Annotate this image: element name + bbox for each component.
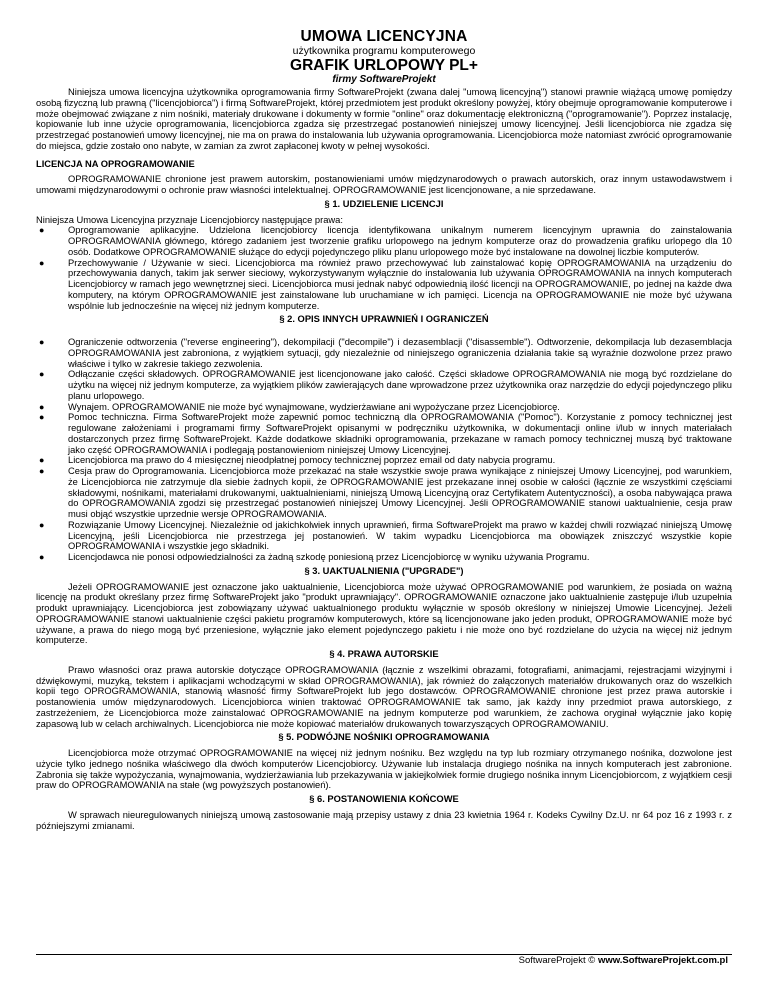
section-1-heading: § 1. UDZIELENIE LICENCJI [324, 198, 444, 209]
footer-url[interactable]: www.SoftwareProjekt.com.pl [597, 955, 728, 966]
license-paragraph: OPROGRAMOWANIE chronione jest prawem autorskim, postanowieniami umów międzynarodowych o prawach autorskich, oraz innym ustawodawstwem i umowami międzynarodowymi o ochronie praw własności intelektualnej. OPROGRAMOWANIE jest licencjonowane, a nie sprzedawane. [36, 174, 732, 195]
document-title: UMOWA LICENCYJNA [300, 28, 468, 45]
list-item [36, 225, 732, 257]
section-1-list [36, 225, 732, 311]
list-item [36, 552, 732, 563]
list-item [36, 337, 732, 369]
bullet-icon: ● [39, 552, 45, 562]
list-item-text: Ograniczenie odtworzenia ("reverse engineering"), dekompilacji ("decompile") i dezasemblacji ("disassemble"). Odtworzenie, dekompilacja lub dezasemblacja OPROGRAMOWANIA jest zabroniona, z wyjątkiem sytuacji, gdy niezależnie od niniejszego ograniczenia działania takie są wyraźnie dozwolone przez prawo właściwe i tylko w zakresie takiego zezwolenia. [68, 337, 732, 369]
bullet-icon: ● [39, 369, 45, 380]
section-3-heading: § 3. UAKTUALNIENIA ("UPGRADE") [304, 565, 464, 576]
list-item-text: Przechowywanie / Używanie w sieci. Licencjobiorca ma również prawo przechowywać lub zainstalować kopię OPROGRAMOWANIA na urządzeniu do przechowywania danych, takim jak serwer sieciowy, wykorzystywanym wyłącznie do instalowania lub używania OPROGRAMOWANIA na innych komputerach Licencjobiorcy w ramach jego wewnętrznej sieci. Licencjobiorca musi jednak nabyć odpowiednią ilość licencji na OPROGRAMOWANIE, po jednej na każde dwa komputery, na którym OPROGRAMOWANIE jest zainstalowane lub uruchamiane w ich pamięci. Licencja na OPROGRAMOWANIE nie może być używana wspólnie lub jednocześnie na więcej niż jednym komputerze. [68, 257, 732, 311]
license-heading: LICENCJA NA OPROGRAMOWANIE [36, 158, 195, 169]
section-2-list [36, 337, 732, 563]
bullet-icon: ● [39, 412, 45, 423]
bullet-icon: ● [39, 519, 45, 530]
list-item-text: Cesja praw do Oprogramowania. Licencjobiorca może przekazać na stałe wszystkie swoje prawa wynikające z niniejszej Umowy Licencyjnej, pod warunkiem, że Licencjobiorca nie zatrzymuje dla siebie żadnych kopii, że OPROGRAMOWANIE jest przekazane innej osobie w całości (łącznie ze wszystkimi częściami składowymi, nośnikami, materiałami drukowanymi, uaktualnieniami, niniejszą Umową Licencyjną oraz Certyfikatem Autentyczności), a osoba nabywająca prawa do OPROGRAMOWANIA zgodzi się przestrzegać postanowień niniejszej Umowy Licencyjnej. Jeśli OPROGRAMOWANIE stanowi uaktualnienie, cesja praw musi objąć wszystkie uprzednie wersje OPROGRAMOWANIA. [68, 466, 732, 519]
section-4-paragraph: Prawo własności oraz prawa autorskie dotyczące OPROGRAMOWANIA (łącznie z wszelkimi obrazami, fotografiami, animacjami, rejestracjami wizyjnymi i dźwiękowymi, muzyką, tekstem i aplikacjami wchodzącymi w skład OPROGRAMOWANIA), jak również do załączonych materiałów drukowanych oraz do wszelkich kopii tego OPROGRAMOWANIA, stanowią własność firmy SoftwareProjekt lub jego dostawców. OPROGRAMOWANIE chronione jest przez prawa autorskie i postanowienia umów międzynarodowych. Licencjobiorca winien traktować OPROGRAMOWANIE tak samo, jak każdy inny przedmiot prawa autorskiego, z zastrzeżeniem, że Licencjobiorca może zainstalować OPROGRAMOWANIE na jednym komputerze pod warunkiem, że zachowa oryginał wyłącznie jako kopię zapasową lub w celach archiwalnych. Licencjobiorca nie może kopiować materiałów drukowanych towarzyszących OPROGRAMOWANIU. [36, 664, 732, 729]
bullet-icon: ● [39, 337, 45, 347]
list-item [36, 455, 732, 466]
footer-copyright: SoftwareProjekt © [518, 955, 596, 966]
section-6-heading: § 6. POSTANOWIENIA KOŃCOWE [309, 794, 459, 804]
bullet-icon: ● [39, 466, 45, 476]
section-4-heading: § 4. PRAWA AUTORSKIE [329, 649, 439, 659]
document-subtitle: użytkownika programu komputerowego [292, 45, 476, 57]
product-name: GRAFIK URLOPOWY PL+ [290, 57, 478, 74]
footer [519, 956, 728, 967]
list-item-text: Pomoc techniczna. Firma SoftwareProjekt może zapewnić pomoc techniczną dla OPROGRAMOWANIA ("Pomoc"). Korzystanie z pomocy technicznej jest regulowane założeniami i programami firmy SoftwareProjekt opisanymi w podręczniku użytkownika, w dokumentacji online i/lub w innych materiałach dostarczonych przez firmę SoftwareProjekt. Każde dodatkowe składniki oprogramowania, przekazane w ramach pomocy technicznej muszą być traktowane jako część OPROGRAMOWANIA i podlegają postanowieniom niniejszej Umowy Licencyjnej. [68, 412, 732, 455]
bullet-icon: ● [39, 257, 45, 268]
intro-paragraph: Niniejsza umowa licencyjna użytkownika oprogramowania firmy SoftwareProjekt (zwana dalej "umową licencyjną") stanowi prawnie wiążącą umowę pomiędzy osobą fizyczną lub prawną ("licencjobiorca") i firmą SoftwareProjekt, której przedmiotem jest produkt określony powyżej, który obejmuje oprogramowanie komputerowe i może obejmować związane z nim nośniki, materiały drukowane i dokumenty w formie "online" oraz dokumentację elektroniczną ("oprogramowanie"). Poprzez instalację, kopiowanie lub inne użycie oprogramowania, licencjobiorca zgadza się przestrzegać postanowień niniejszej umowy licencyjnej. Jeśli licencjobiorca nie zgadza się przestrzegać postanowień umowy licencyjnej, nie ma on prawa do instalowania lub używania oprogramowania. Licencjobiorca może natomiast zwrócić oprogramowanie do miejsca, gdzie zostało ono nabyte, w zamian za zwrot zapłaconej kwoty w pełnej wysokości. [36, 87, 732, 151]
section-5-paragraph: Licencjobiorca może otrzymać OPROGRAMOWANIE na więcej niż jednym nośniku. Bez względu na typ lub rozmiary otrzymanego nośnika, dozwolone jest użycie tylko jednego nośnika właściwego dla dwóch komputerów Licencjobiorcy. Używanie lub instalacja drugiego nośnika na innych komputerach jest zabronione. Zabronia się także wypożyczania, wynajmowania, wydzierżawiania lub przekazywania w jakiejkolwiek formie drugiego nośnika innym Licencjobiorcom, z wyjątkiem cesji praw do OPROGRAMOWANIA na stałe (wg powyższych postanowień). [36, 748, 732, 791]
list-item [36, 369, 732, 401]
bullet-icon: ● [39, 455, 45, 466]
section-6-paragraph: W sprawach nieuregulowanych niniejszą umową zastosowanie mają przepisy ustawy z dnia 23 kwietnia 1964 r. Kodeks Cywilny Dz.U. nr 64 poz 16 z 1993 r. z późniejszymi zmianami. [36, 809, 732, 831]
list-item-text: Odłączanie części składowych. OPROGRAMOWANIE jest licencjonowane jako całość. Części składowe OPROGRAMOWANIA nie mogą być rozdzielane do użytku na więcej niż jednym komputerze, za wyjątkiem plików zawierających dane wprowadzone przez użytkownika oraz narzędzie do edycji pojedynczego pliku planu urlopowego. [68, 369, 732, 401]
list-item [36, 520, 732, 552]
bullet-icon: ● [39, 401, 45, 412]
list-item-text: Licencjodawca nie ponosi odpowiedzialności za żadną szkodę poniesioną przez Licencjobiorcę w wyniku używania Programu. [68, 552, 590, 562]
company-name: firmy SoftwareProjekt [332, 74, 436, 85]
list-item-text: Licencjobiorca ma prawo do 4 miesięcznej nieodpłatnej pomocy technicznej poprzez email od daty nabycia programu. [68, 455, 556, 466]
section-1-lead: Niniejsza Umowa Licencyjna przyznaje Licencjobiorcy następujące prawa: [36, 214, 343, 225]
list-item-text: Rozwiązanie Umowy Licencyjnej. Niezależnie od jakichkolwiek innych uprawnień, firma SoftwareProjekt ma prawo w każdej chwili rozwiązać niniejszą Umowę Licencyjną, jeśli Licencjobiorca nie przestrzega jej postanowień. W takim wypadku Licencjobiorca ma obowiązek zniszczyć wszystkie kopie OPROGRAMOWANIA i wszystkie jego składniki. [68, 519, 732, 552]
section-5-heading: § 5. PODWÓJNE NOŚNIKI OPROGRAMOWANIA [278, 732, 490, 743]
list-item-text: Wynajem. OPROGRAMOWANIE nie może być wynajmowane, wydzierżawiane ani wypożyczane przez Licencjobiorcę. [68, 401, 560, 412]
list-item [36, 258, 732, 312]
section-3-paragraph: Jeżeli OPROGRAMOWANIE jest oznaczone jako uaktualnienie, Licencjobiorca może używać OPROGRAMOWANIE pod warunkiem, że posiada on ważną licencję na produkt określany przez firmę SoftwareProjekt jako "produkt uprawniający". OPROGRAMOWANIE oznaczone jako uaktualnienie zastępuje i/lub uzupełnia produkt uprawniający. Licencjobiorca jest zobowiązany używać uaktualnionego produktu wyłącznie w sposób określony w niniejszej Umowie Licencyjnej. Jeżeli OPROGRAMOWANIE stanowi uaktualnienie części pakietu programów komputerowych, które są licencjonowane jako jeden produkt, OPROGRAMOWANIE może być używane, a prawa do niego mogą być przeniesione, wyłącznie jako element pojedynczego pakietu i nie może ono być rozdzielane do użycia na więcej niż jednym komputerze. [36, 581, 732, 646]
list-item [36, 466, 732, 520]
section-2-heading: § 2. OPIS INNYCH UPRAWNIEŃ I OGRANICZEŃ [279, 314, 489, 325]
bullet-icon: ● [39, 225, 45, 236]
list-item [36, 412, 732, 455]
list-item [36, 402, 732, 413]
list-item-text: Oprogramowanie aplikacyjne. Udzielona licencjobiorcy licencja identyfikowana unikalnym numerem licencyjnym uprawnia do zainstalowania OPROGRAMOWANIA głównego, którego zadaniem jest tworzenie grafiku urlopowego na jednym komputerze oraz do prowadzenia grafiku urlopego dla 10 osób. Dodatkowe OPROGRAMOWANIE służące do edycji pojedynczego pliku planu urlopowego może być instalowane na dowolnej liczbie komputerów. [68, 225, 732, 257]
